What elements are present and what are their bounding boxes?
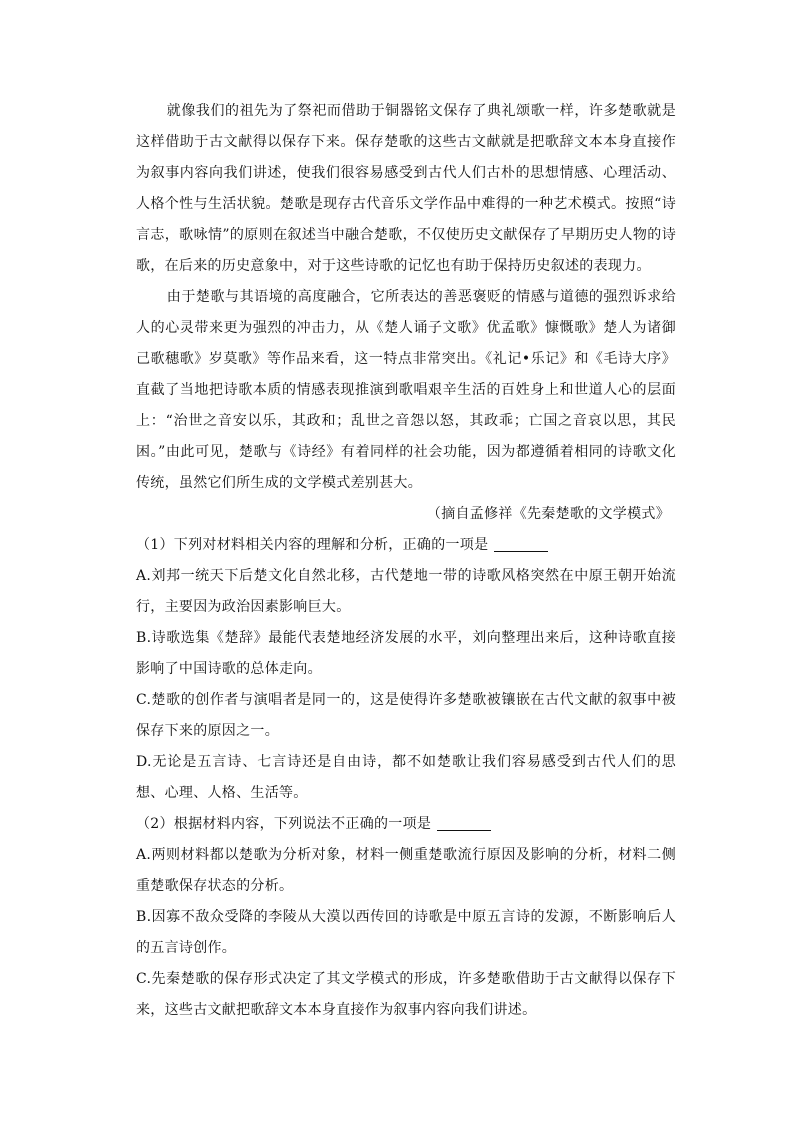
question-1-option-c: C.楚歌的创作者与演唱者是同一的，这是使得许多楚歌被镶嵌在古代文献的叙事中被保存下来的原因之一。: [136, 692, 676, 739]
question-1-option-a: A.刘邦一统天下后楚文化自然北移，古代楚地一带的诗歌风格突然在中原王朝开始流行，主要因为政治因素影响巨大。: [136, 568, 676, 615]
question-2-stem: [136, 809, 676, 840]
question-1-option-d: D.无论是五言诗、七言诗还是自由诗，都不如楚歌让我们容易感受到古代人们的思想、心理、人格、生活等。: [136, 754, 676, 801]
question-1-stem-text: （1）下列对材料相关内容的理解和分析，正确的一项是: [136, 537, 489, 553]
answer-blank-1: [494, 551, 548, 552]
passage-paragraph-2: 由于楚歌与其语境的高度融合，它所表达的善恶褒贬的情感与道德的强烈诉求给人的心灵带来更为强烈的冲击力，从《楚人诵子文歌》优孟歌》慷慨歌》楚人为诸御己歌穗歌》岁莫歌》等作品来看，这一特点非常突出。《礼记•乐记》和《毛诗大序》直截了当地把诗歌本质的情感表现推演到歌唱艰辛生活的百姓身上和世道人心的层面上：“治世之音安以乐，其政和；乱世之音怨以怒，其政乖；亡国之音哀以思，其民困。”由此可见，楚歌与《诗经》有着同样的社会功能，因为都遵循着相同的诗歌文化传统，虽然它们所生成的文学模式差别甚大。: [136, 289, 676, 491]
question-1-option-b: B.诗歌选集《楚辞》最能代表楚地经济发展的水平，刘向整理出来后，这种诗歌直接影响了中国诗歌的总体走向。: [136, 630, 676, 677]
question-2-option-c: C.先秦楚歌的保存形式决定了其文学模式的形成，许多楚歌借助于古文献得以保存下来，这些古文献把歌辞文本本身直接作为叙事内容向我们讲述。: [136, 971, 676, 1018]
question-2-option-b: B.因寡不敌众受降的李陵从大漠以西传回的诗歌是中原五言诗的发源，不断影响后人的五言诗创作。: [136, 909, 676, 956]
passage-paragraph-1: 就像我们的祖先为了祭祀而借助于铜器铭文保存了典礼颂歌一样，许多楚歌就是这样借助于古文献得以保存下来。保存楚歌的这些古文献就是把歌辞文本本身直接作为叙事内容向我们讲述，使我们很容易感受到古代人们古朴的思想情感、心理活动、人格个性与生活状貌。楚歌是现存古代音乐文学作品中难得的一种艺术模式。按照“诗言志，歌咏情”的原则在叙述当中融合楚歌，不仅使历史文献保存了早期历史人物的诗歌，在后来的历史意象中，对于这些诗歌的记忆也有助于保持历史叙述的表现力。: [136, 103, 676, 274]
question-1-stem: [136, 530, 676, 561]
question-2-option-a: A.两则材料都以楚歌为分析对象，材料一侧重楚歌流行原因及影响的分析，材料二侧重楚歌保存状态的分析。: [136, 847, 676, 894]
question-2-stem-text: （2）根据材料内容，下列说法不正确的一项是: [136, 816, 432, 832]
passage-source: （摘自孟修祥《先秦楚歌的文学模式》: [426, 506, 670, 522]
document-content: [136, 96, 676, 1026]
answer-blank-2: [437, 830, 491, 831]
